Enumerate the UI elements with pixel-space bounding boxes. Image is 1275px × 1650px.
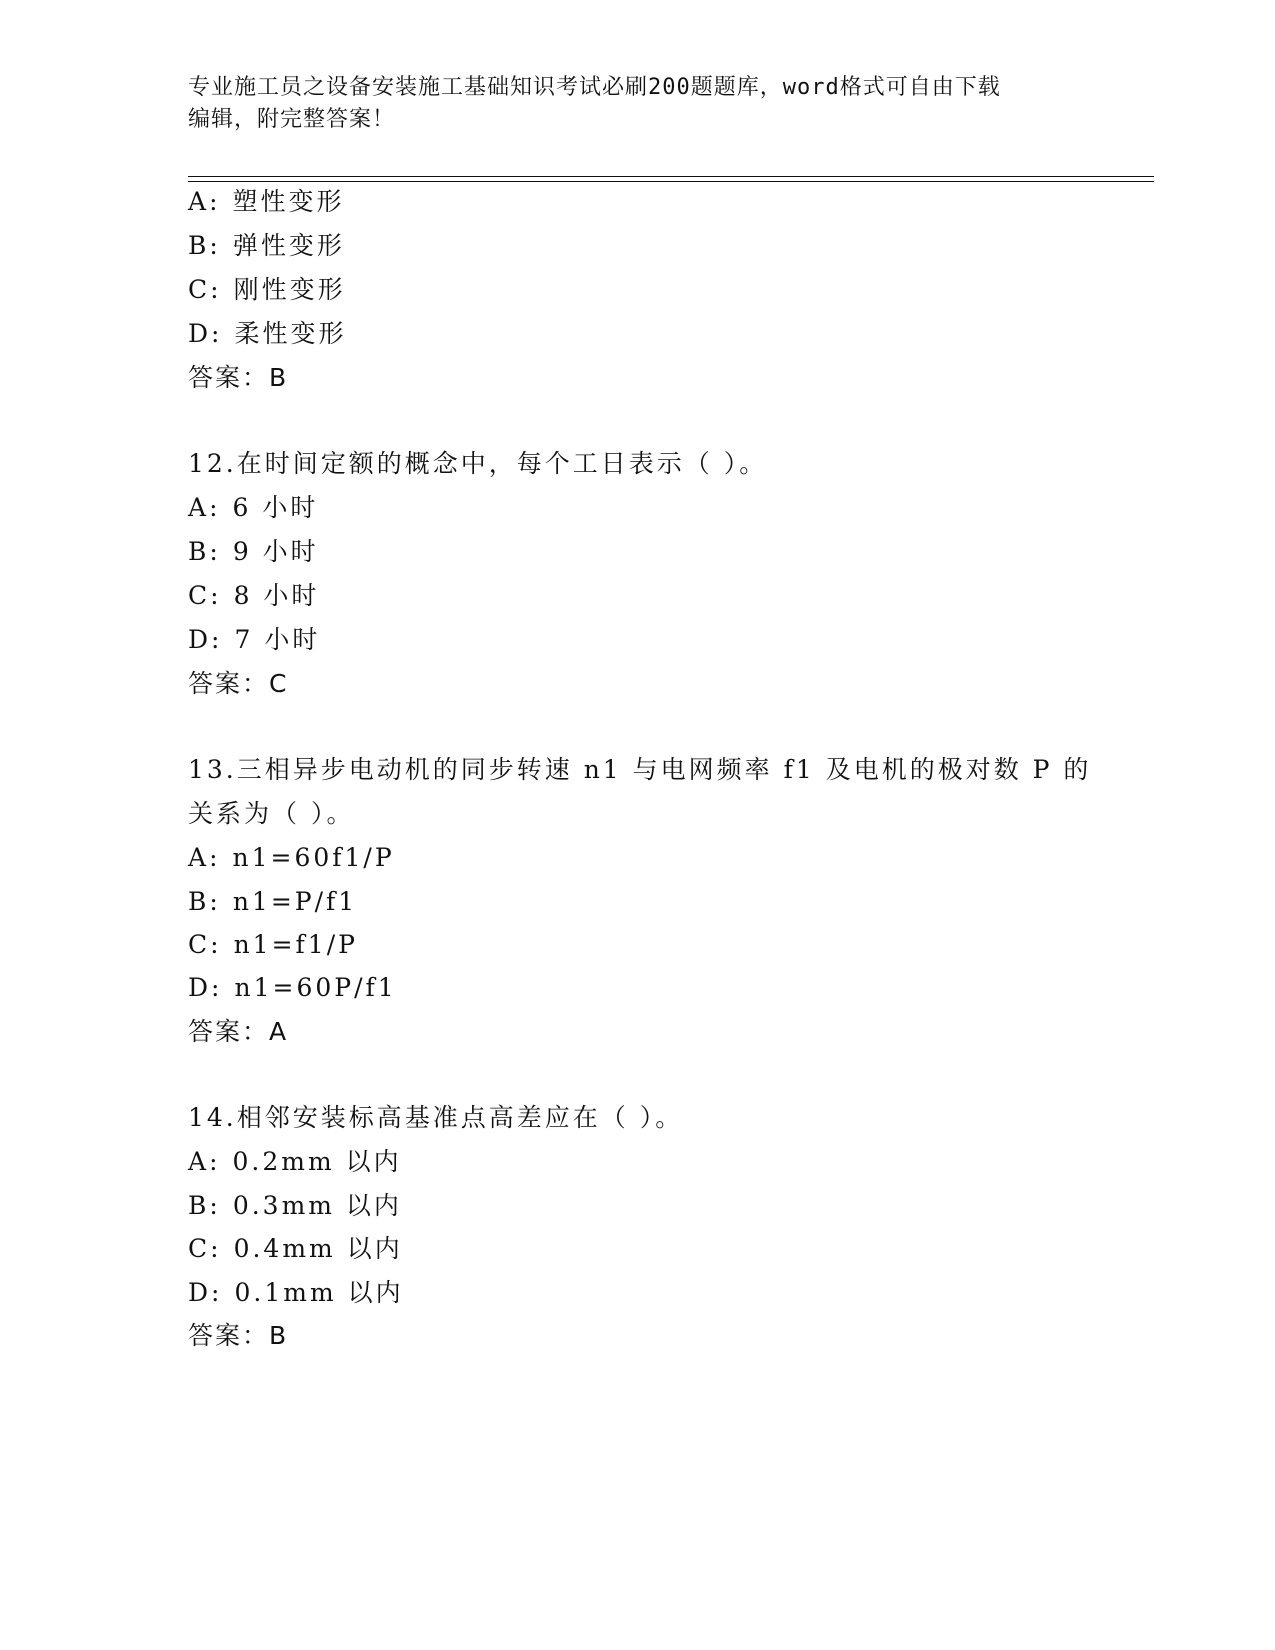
option-text: 0.2mm 以内 (232, 1147, 402, 1176)
option-text: 8 小时 (233, 581, 320, 610)
q14-option-d: D: 0.1mm 以内 (188, 1278, 404, 1307)
option-text: 弹性变形 (232, 231, 345, 260)
option-text: n1=P/f1 (232, 887, 358, 916)
q11-option-a: A: 塑性变形 (188, 187, 345, 216)
option-key: C (188, 581, 211, 610)
option-text: 7 小时 (234, 625, 321, 654)
q14-question: 14.相邻安装标高基准点高差应在（ ）。 (188, 1103, 684, 1132)
option-key: A (188, 493, 210, 522)
option-text: 0.1mm 以内 (234, 1278, 404, 1307)
option-key: B (188, 231, 210, 260)
q13-option-a: A: n1=60f1/P (188, 843, 395, 872)
option-key: A (188, 1147, 210, 1176)
option-key: D (188, 625, 212, 654)
option-text: n1=f1/P (233, 930, 358, 959)
q11-answer: 答案：B (188, 363, 289, 392)
option-text: 9 小时 (232, 537, 319, 566)
header-line-1: 专业施工员之设备安装施工基础知识考试必刷200题题库，word格式可自由下载 (188, 75, 1001, 100)
option-text: 柔性变形 (234, 319, 347, 348)
q12-option-a: A: 6 小时 (188, 493, 319, 522)
option-key: C (188, 930, 211, 959)
q13-option-b: B: n1=P/f1 (188, 887, 358, 916)
option-key: C (188, 1234, 211, 1263)
option-text: 0.4mm 以内 (233, 1234, 403, 1263)
q11-option-c: C: 刚性变形 (188, 275, 346, 304)
option-key: D (188, 1278, 212, 1307)
q12-answer: 答案：C (188, 669, 289, 698)
q12-option-b: B: 9 小时 (188, 537, 319, 566)
option-key: D (188, 973, 212, 1002)
option-text: 0.3mm 以内 (232, 1191, 402, 1220)
q14-answer: 答案：B (188, 1321, 289, 1350)
option-text: 6 小时 (232, 493, 319, 522)
option-key: A (188, 187, 210, 216)
q13-option-c: C: n1=f1/P (188, 930, 358, 959)
option-key: C (188, 275, 211, 304)
q13-option-d: D: n1=60P/f1 (188, 973, 397, 1002)
option-text: n1=60P/f1 (234, 973, 397, 1002)
header-line-2: 编辑，附完整答案！ (188, 107, 396, 132)
option-text: n1=60f1/P (232, 843, 395, 872)
q11-option-d: D: 柔性变形 (188, 319, 347, 348)
q13-answer: 答案：A (188, 1017, 289, 1046)
option-key: B (188, 1191, 210, 1220)
q12-option-d: D: 7 小时 (188, 625, 321, 654)
option-key: D (188, 319, 212, 348)
option-text: 塑性变形 (232, 187, 345, 216)
header-rule-bottom (188, 181, 1154, 182)
q11-option-b: B: 弹性变形 (188, 231, 345, 260)
q13-question-line-2: 关系为（ ）。 (188, 799, 355, 828)
option-key: A (188, 843, 210, 872)
q14-option-b: B: 0.3mm 以内 (188, 1191, 402, 1220)
document-header (188, 72, 1068, 136)
header-rule-top (188, 176, 1154, 177)
option-text: 刚性变形 (233, 275, 346, 304)
q12-question: 12.在时间定额的概念中，每个工日表示（ ）。 (188, 449, 768, 478)
q13-question-line-1: 13.三相异步电动机的同步转速 n1 与电网频率 f1 及电机的极对数 P 的 (188, 755, 1092, 784)
q12-option-c: C: 8 小时 (188, 581, 320, 610)
q14-option-a: A: 0.2mm 以内 (188, 1147, 402, 1176)
option-key: B (188, 537, 210, 566)
q14-option-c: C: 0.4mm 以内 (188, 1234, 403, 1263)
option-key: B (188, 887, 210, 916)
